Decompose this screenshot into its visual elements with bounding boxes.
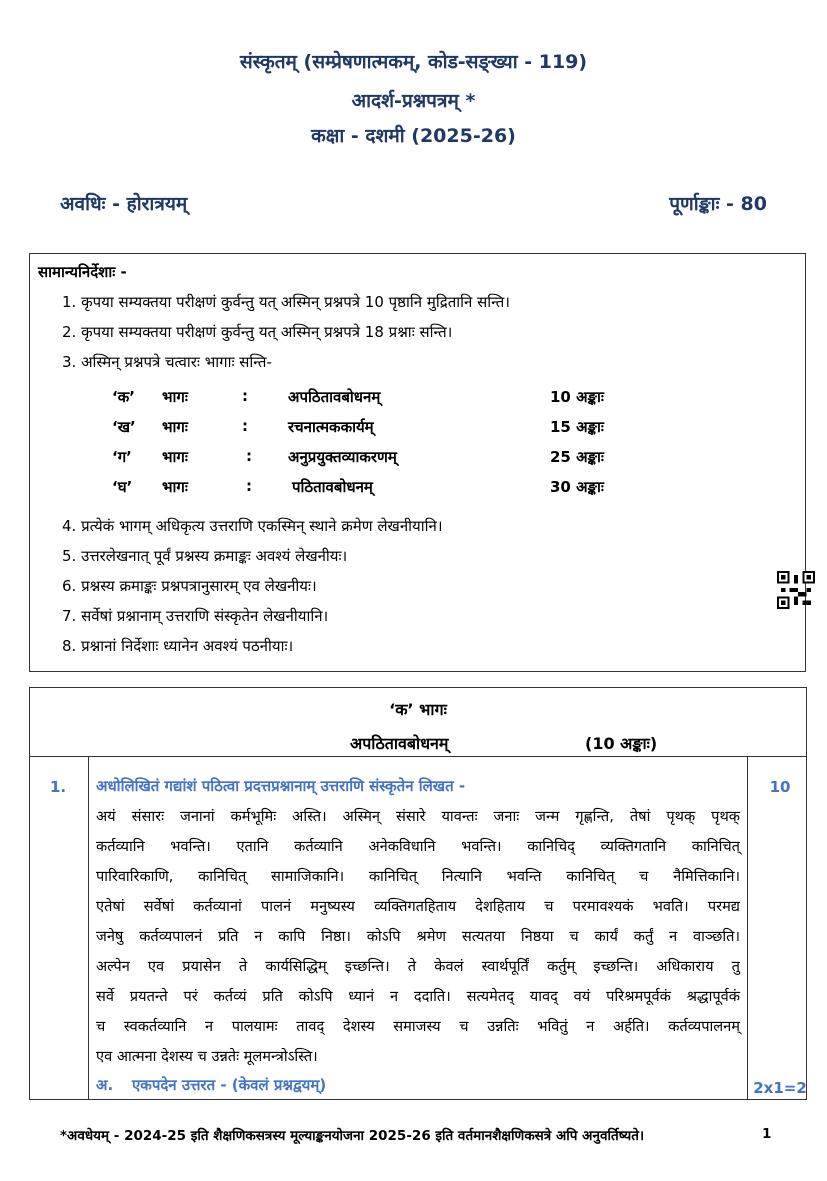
- instruction-item: 5. उत्तरलेखनात् पूर्वं प्रश्नस्य क्रमाङ्कः अवश्यं लेखनीयः।: [62, 547, 348, 565]
- sub-question-instruction: एकपदेन उत्तरत - (केवलं प्रश्नद्वयम्): [132, 1076, 327, 1094]
- section-ka: [29, 687, 807, 1100]
- passage-line: जनेषु कर्तव्यपालनं प्रति न कापि निष्ठा। कोऽपि श्रमेण सत्यतया निष्ठया च कार्यं कर्तुं न वाञ्छति।: [96, 928, 740, 945]
- passage-line: एव आत्मना देशस्य च उन्नतेः मूलमन्त्रोऽस्ति।: [96, 1048, 318, 1065]
- max-marks: पूर्णाङ्काः - 80: [669, 193, 767, 215]
- instructions-heading: सामान्यनिर्देशाः -: [38, 263, 127, 281]
- instruction-item: 7. सर्वेषां प्रश्नानाम् उत्तराणि संस्कृतेन लेखनीयानि।: [62, 607, 329, 625]
- instruction-item: 2. कृपया सम्यक्तया परीक्षणं कुर्वन्तु यत् अस्मिन् प्रश्नपत्रे 18 प्रश्नाः सन्ति।: [62, 323, 453, 341]
- page-number: 1: [762, 1126, 772, 1142]
- passage-line: एतेषां सर्वेषां कर्तव्यानां पालनं मनुष्यस्य व्यक्तिगतहिताय देशहिताय च परमावश्यकं भवति। परमद्य: [96, 898, 740, 915]
- section-name: अपठितावबोधनम्: [350, 734, 449, 753]
- qr-code-icon: [777, 571, 815, 609]
- passage-line: च स्वकर्तव्यानि न पालयामः तावद् देशस्य समाजस्य च उन्नतिः भवितुं न अर्हति। कर्तव्यपालनम्: [96, 1018, 740, 1035]
- instruction-item: 1. कृपया सम्यक्तया परीक्षणं कुर्वन्तु यत् अस्मिन् प्रश्नपत्रे 10 पृष्ठानि मुद्रितानि सन्ति।: [62, 293, 510, 311]
- sub-question-marks: 2x1=2: [753, 1079, 807, 1097]
- question-marks: 10: [769, 778, 791, 796]
- passage-line: पारिवारिकाणि, कानिचित् सामाजिकानि। कानिचित् नित्यानि भवन्ति कानिचित् च नैमित्तिकानि।: [96, 868, 740, 885]
- divider: [747, 756, 748, 1099]
- footer-note: *अवधेयम् - 2024-25 इति शैक्षणिकसत्रस्य मूल्याङ्कनयोजना 2025-26 इति वर्तमानशैक्षणिकसत्रे अपि अनुवर्तिष्यते।: [60, 1128, 645, 1144]
- passage-line: सर्वे प्रयतन्ते परं कर्तव्यं प्रति कोऽपि ध्यानं न ददाति। सत्यमेतद् यावद् वयं परिश्रमपूर्वकं श्रद्धापूर्वकं: [96, 988, 740, 1005]
- instruction-item: 4. प्रत्येकं भागम् अधिकृत्य उत्तराणि एकस्मिन् स्थाने क्रमेण लेखनीयानि।: [62, 517, 443, 535]
- instruction-item: 6. प्रश्नस्य क्रमाङ्कः प्रश्नपत्रानुसारम् एव लेखनीयः।: [62, 577, 317, 595]
- question-instruction: अधोलिखितं गद्यांशं पठित्वा प्रदत्तप्रश्नानाम् उत्तराणि संस्कृतेन लिखत -: [96, 777, 466, 795]
- section-title: ‘क’ भागः: [389, 700, 447, 719]
- paper-subtitle: आदर्श-प्रश्नपत्रम् *: [351, 90, 476, 112]
- duration: अवधिः - होरात्रयम्: [60, 193, 188, 215]
- instruction-item: 8. प्रश्नानां निर्देशाः ध्यानेन अवश्यं पठनीयाः।: [62, 637, 294, 655]
- passage-line: कर्तव्यानि भवन्ति। एतानि कर्तव्यानि अनेकविधानि भवन्ति। कानिचिद् व्यक्तिगतानि कानिचित्: [96, 838, 740, 855]
- divider: [30, 756, 806, 757]
- instruction-item: 3. अस्मिन् प्रश्नपत्रे चत्वारः भागाः सन्ति-: [62, 353, 272, 371]
- paper-title: संस्कृतम् (सम्प्रेषणात्मकम्, कोड-सङ्ख्या - 119): [239, 51, 588, 73]
- sub-question-label: अ.: [96, 1076, 114, 1094]
- section-marks: (10 अङ्काः): [585, 734, 658, 753]
- passage-line: अल्पेन एव प्रयासेन ते कार्यसिद्धिम् इच्छन्ति। ते केवलं स्वार्थपूर्तिं कर्तुम् इच्छन्ति। अधिकाराय तु: [96, 958, 740, 975]
- question-number: 1.: [50, 778, 67, 796]
- passage-line: अयं संसारः जनानां कर्मभूमिः अस्ति। अस्मिन् संसारे यावन्तः जनाः जन्म गृह्णन्ति, तेषां पृथक् पृथक्: [96, 808, 740, 825]
- class-label: कक्षा - दशमी (2025-26): [311, 125, 516, 147]
- general-instructions: सामान्यनिर्देशाः - 1. कृपया सम्यक्तया परीक्षणं कुर्वन्तु यत् अस्मिन् प्रश्नपत्रे 10 पृष्ठानि मुद्रितानि सन्ति। 2. कृपया सम्यक्तया परीक्षणं कुर्वन्तु यत् अस्मिन् प्रश्नपत्रे 18 प्रश्नाः सन्ति। 3. अस्मिन् प्रश्नपत्रे चत्वारः भागाः सन्ति- ‘क’ भागः : अपठितावबोधनम् 10 अङ्काः ‘ख’ भागः : रचनात्मककार्यम् 15 अङ्काः ‘ग’ भागः : अनुप्रयुक्तव्याकरणम् 25 अङ्काः ‘घ’ भागः : पठितावबोधनम् 30 अङ्काः 4. प्रत्येकं भागम् अधिकृत्य उत्तराणि एकस्मिन् स्थाने क्रमेण लेखनीयानि। 5. उत्तरलेखनात् पूर्वं प्रश्नस्य क्रमाङ्कः अवश्यं लेखनीयः। 6. प्रश्नस्य क्रमाङ्कः प्रश्नपत्रानुसारम् एव लेखनीयः। 7. सर्वेषां प्रश्नानाम् उत्तराणि संस्कृतेन लेखनीयानि। 8. प्रश्नानां निर्देशाः ध्यानेन अवश्यं पठनीयाः।: [29, 253, 806, 672]
- divider: [88, 756, 89, 1099]
